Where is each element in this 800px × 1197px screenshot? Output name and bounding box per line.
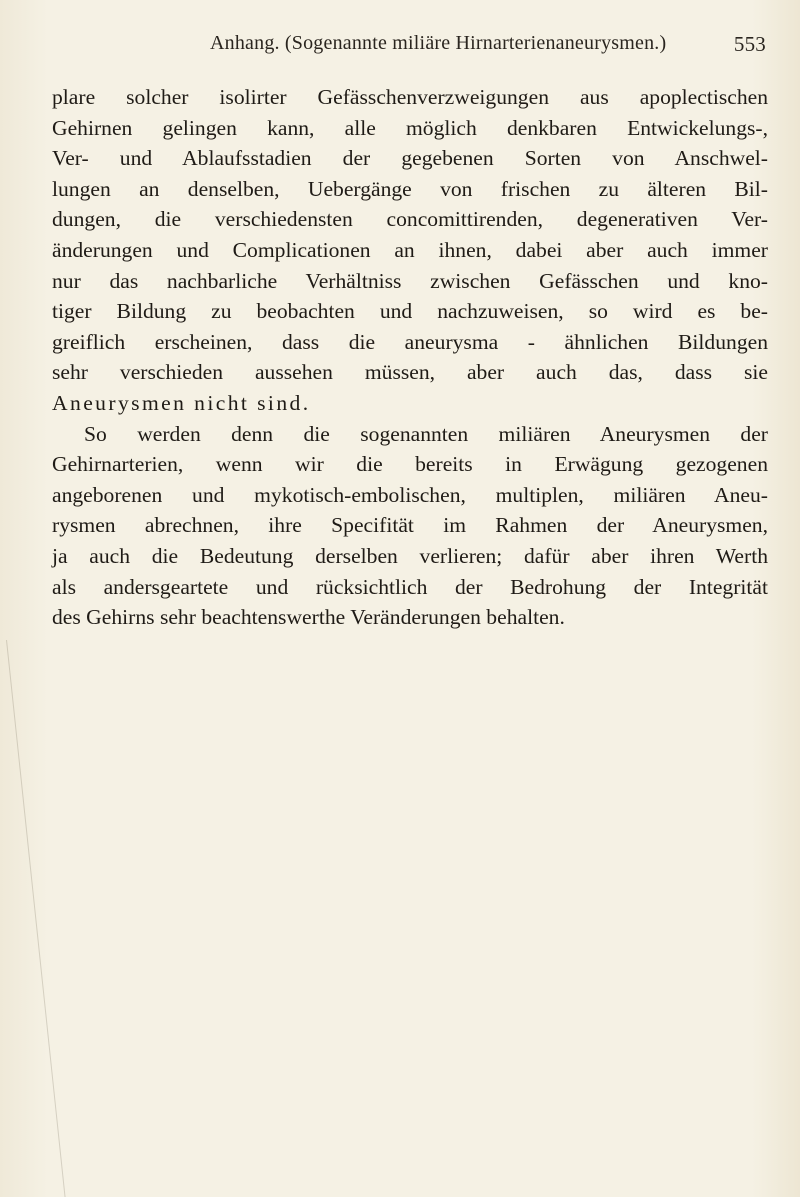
text-line: angeborenen und mykotisch-embolischen, multiplen, miliären Aneu- <box>52 482 768 507</box>
text-line: rysmen abrechnen, ihre Specifität im Rahmen der Aneurysmen, <box>52 513 768 538</box>
running-head: Anhang. (Sogenannte miliäre Hirnarterienaneurysmen.) <box>210 32 667 54</box>
page-number: 553 <box>733 32 766 56</box>
text-line: plare solcher isolirter Gefässchenverzweigungen aus apoplectischen <box>52 85 768 109</box>
text-line: lungen an denselben, Uebergänge von frischen zu älteren Bil- <box>52 176 768 201</box>
page-header <box>210 32 766 72</box>
text-line: greiflich erscheinen, dass die aneurysma - ähnlichen Bildungen <box>52 329 768 354</box>
text-line: Ver- und Ablaufsstadien der gegebenen Sorten von Anschwel- <box>52 146 768 171</box>
text-line: dungen, die verschiedensten concomittirenden, degenerativen Ver- <box>52 207 768 232</box>
text-line: ja auch die Bedeutung derselben verlieren; dafür aber ihren Werth <box>52 543 768 568</box>
text-line: sehr verschieden aussehen müssen, aber auch das, dass sie <box>52 360 768 385</box>
text-line: des Gehirns sehr beachtenswerthe Veränderungen behalten. <box>52 605 565 630</box>
emphasized-text-line: Aneurysmen nicht sind. <box>52 390 311 415</box>
text-line: So werden denn die sogenannten miliären Aneurysmen der <box>84 421 768 446</box>
text-line: Gehirnarterien, wenn wir die bereits in Erwägung gezogenen <box>52 452 768 477</box>
page-fold-shadow <box>6 640 126 1197</box>
text-line: nur das nachbarliche Verhältniss zwischen Gefässchen und kno- <box>52 268 768 293</box>
text-line: als andersgeartete und rücksichtlich der Bedrohung der Integrität <box>52 574 768 599</box>
body-text <box>52 82 768 633</box>
text-line: tiger Bildung zu beobachten und nachzuweisen, so wird es be- <box>52 299 768 324</box>
paragraph-2 <box>52 419 768 633</box>
text-line: Gehirnen gelingen kann, alle möglich denkbaren Entwickelungs-, <box>52 115 768 140</box>
text-line: änderungen und Complicationen an ihnen, dabei aber auch immer <box>52 237 768 262</box>
paragraph-1 <box>52 82 768 419</box>
